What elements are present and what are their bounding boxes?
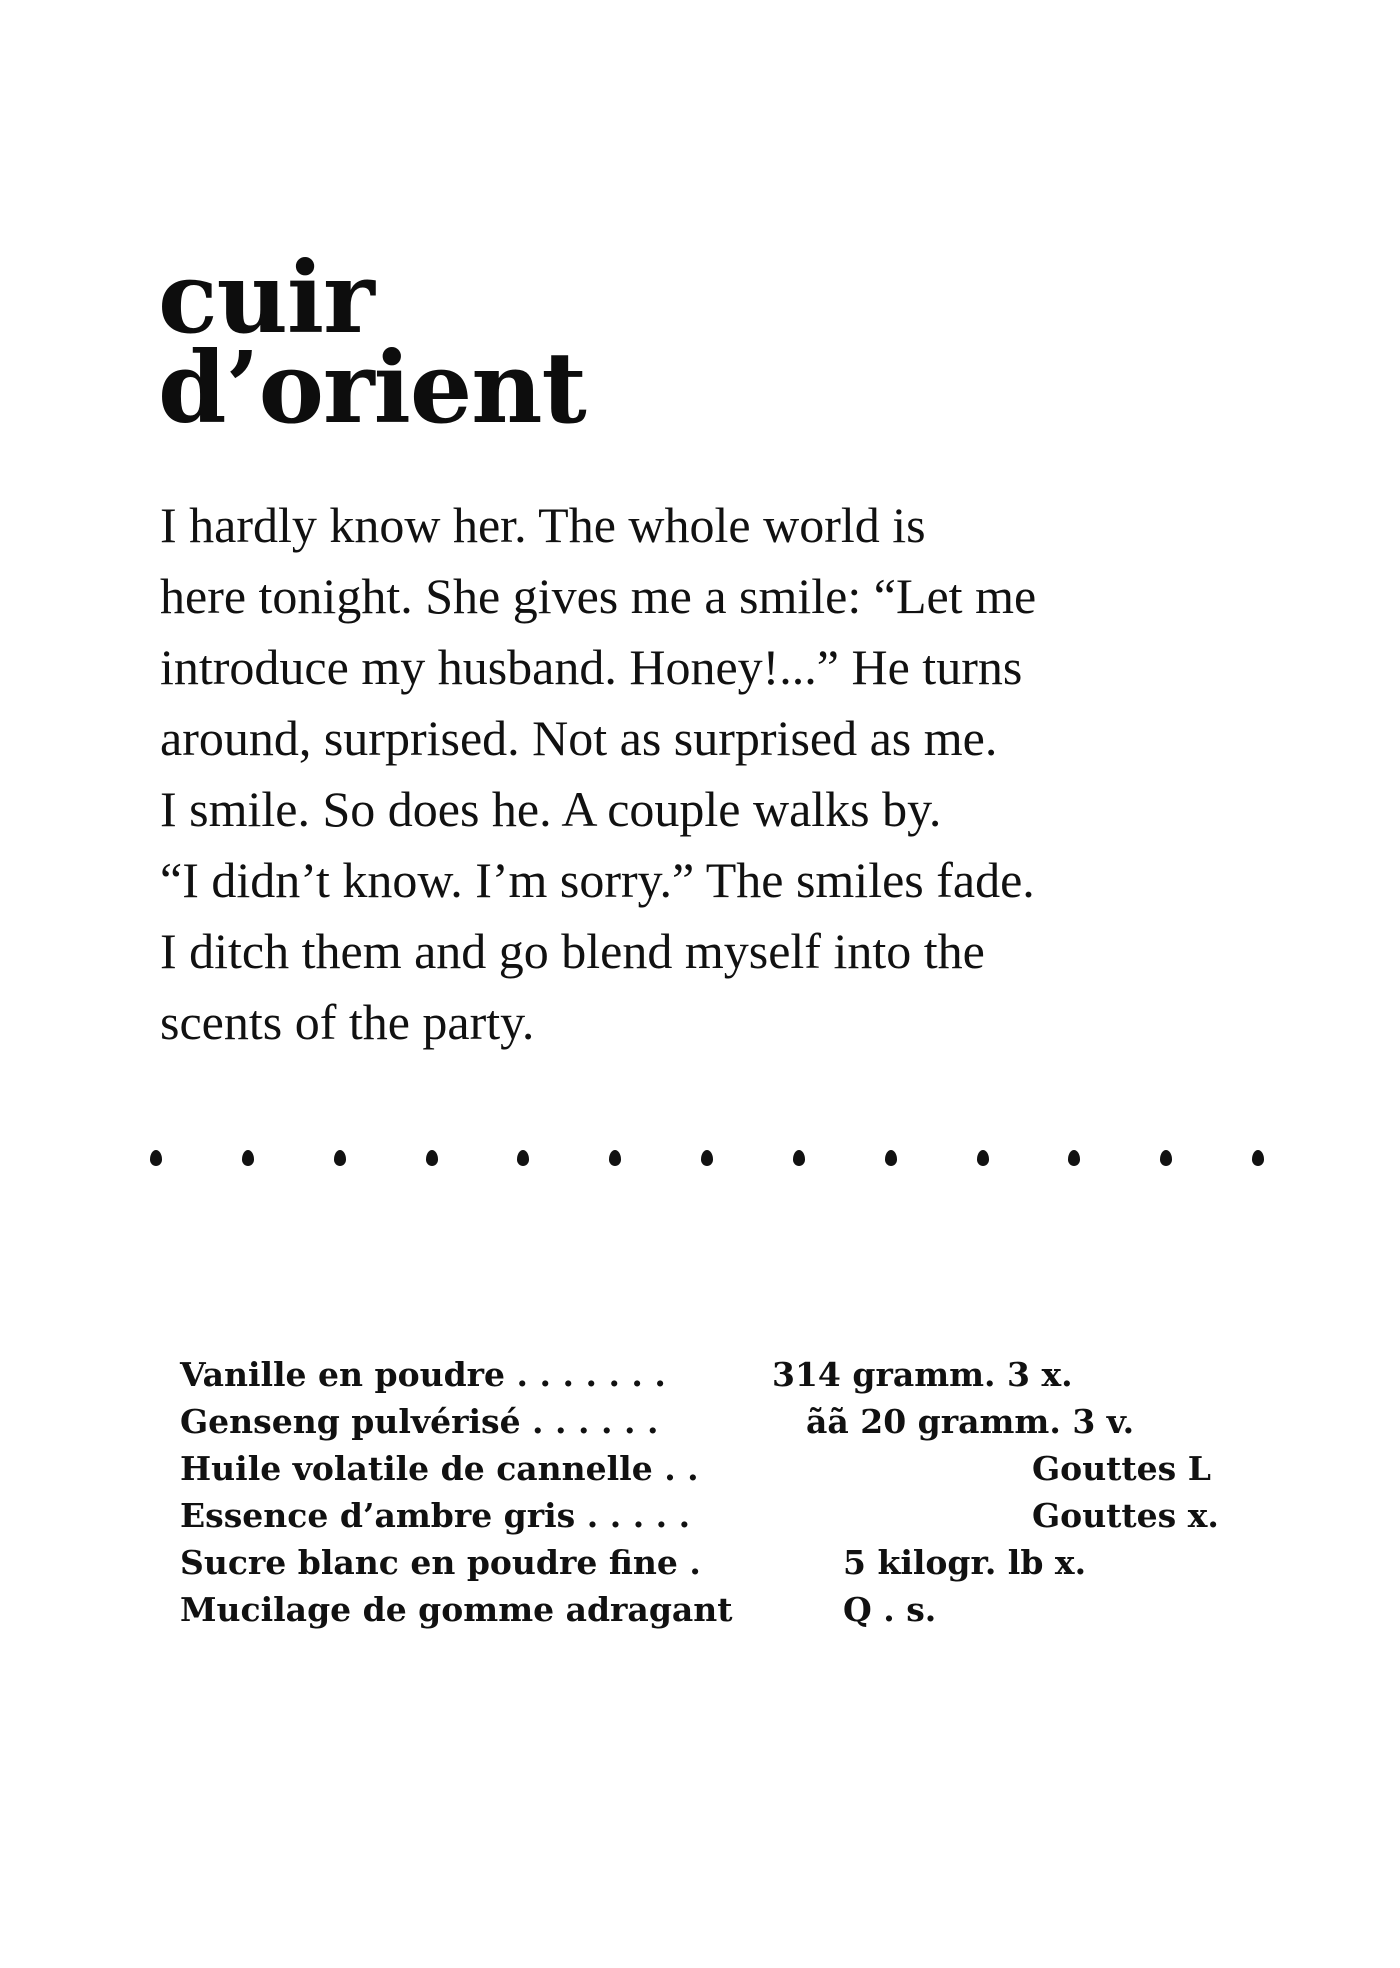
story-line: here tonight. She gives me a smile: “Let me <box>160 568 1037 624</box>
recipe-row <box>180 1496 1260 1543</box>
page-title <box>158 241 586 446</box>
story-line: I hardly know her. The whole world is <box>160 497 926 553</box>
divider-dot <box>150 1150 162 1166</box>
ingredient-quantity: Q . s. <box>843 1590 937 1629</box>
ingredient-quantity: 314 gramm. 3 x. <box>772 1355 1073 1394</box>
divider-dot <box>1068 1150 1080 1166</box>
divider-dot <box>334 1150 346 1166</box>
divider-dot <box>242 1150 254 1166</box>
recipe-list <box>180 1355 1260 1637</box>
divider-dot <box>1160 1150 1172 1166</box>
ingredient-quantity: ãã 20 gramm. 3 v. <box>806 1402 1135 1441</box>
ingredient-quantity: Gouttes L <box>1032 1449 1211 1488</box>
title-line: d’orient <box>158 331 586 446</box>
recipe-row <box>180 1543 1260 1590</box>
ingredient-quantity: 5 kilogr. lb x. <box>843 1543 1087 1582</box>
divider-dot <box>426 1150 438 1166</box>
ingredient-name: Vanille en poudre . . . . . . . <box>180 1355 666 1394</box>
divider-dot <box>977 1150 989 1166</box>
divider-dot <box>701 1150 713 1166</box>
recipe-row <box>180 1449 1260 1496</box>
story-text <box>160 490 1260 1058</box>
story-line: I smile. So does he. A couple walks by. <box>160 781 942 837</box>
recipe-row <box>180 1355 1260 1402</box>
divider-dot <box>517 1150 529 1166</box>
ingredient-name: Genseng pulvérisé . . . . . . <box>180 1402 659 1441</box>
ingredient-quantity: Gouttes x. <box>1032 1496 1219 1535</box>
story-line: introduce my husband. Honey!...” He turns <box>160 639 1023 695</box>
dot-divider <box>150 1150 1264 1172</box>
ingredient-name: Huile volatile de cannelle . . <box>180 1449 699 1488</box>
ingredient-name: Essence d’ambre gris . . . . . <box>180 1496 691 1535</box>
divider-dot <box>793 1150 805 1166</box>
ingredient-name: Mucilage de gomme adragant <box>180 1590 733 1629</box>
recipe-row <box>180 1402 1260 1449</box>
story-line: scents of the party. <box>160 994 535 1050</box>
divider-dot <box>1252 1150 1264 1166</box>
recipe-row <box>180 1590 1260 1637</box>
story-line: I ditch them and go blend myself into the <box>160 923 985 979</box>
divider-dot <box>609 1150 621 1166</box>
ingredient-name: Sucre blanc en poudre fine . <box>180 1543 701 1582</box>
title-line: cuir <box>158 241 374 356</box>
story-line: “I didn’t know. I’m sorry.” The smiles fade. <box>160 852 1035 908</box>
divider-dot <box>885 1150 897 1166</box>
story-line: around, surprised. Not as surprised as me. <box>160 710 998 766</box>
